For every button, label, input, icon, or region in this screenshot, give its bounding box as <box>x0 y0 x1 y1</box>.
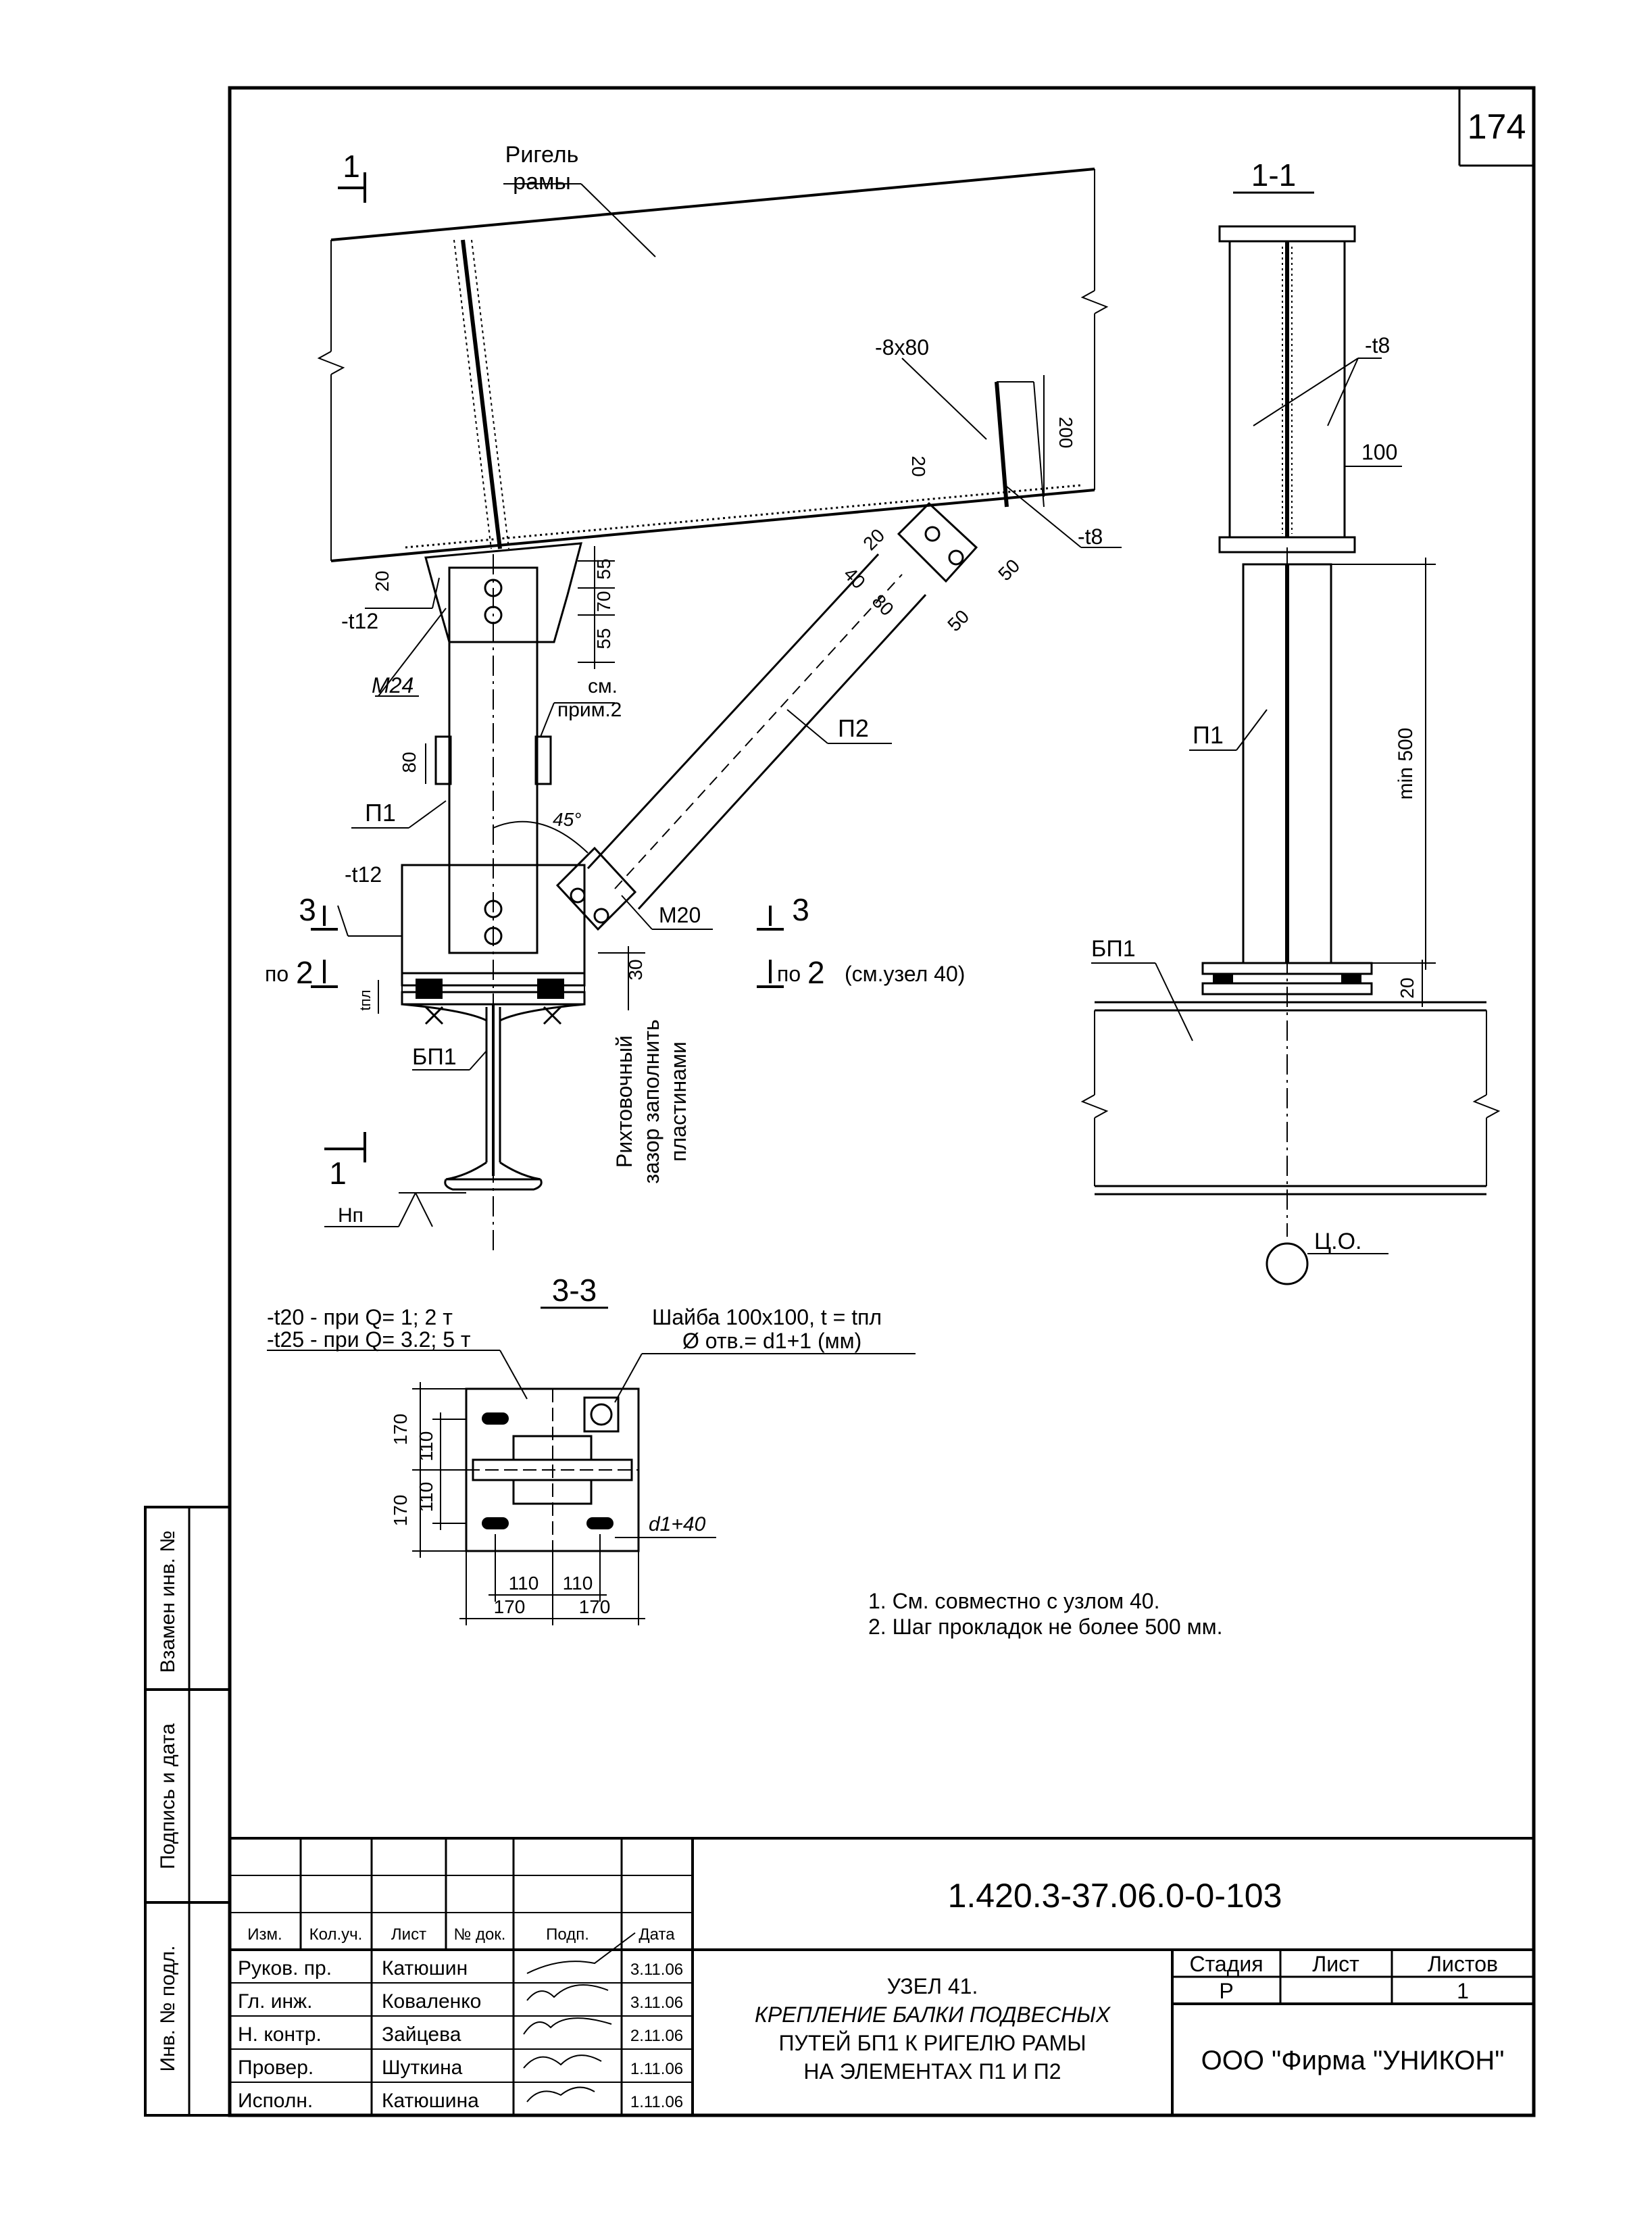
rikht-2: зазор заполнить <box>639 1019 664 1184</box>
dim-m24: M24 <box>372 673 414 697</box>
dim-50b: 50 <box>943 606 974 636</box>
row-name: Шуткина <box>382 2057 463 2079</box>
note-prim: прим.2 <box>557 699 622 721</box>
sheet-label: Лист <box>1312 1952 1359 1976</box>
dim-tpl: tпл <box>357 989 374 1011</box>
header-izm: Изм. <box>247 1925 282 1944</box>
dim-50a: 50 <box>994 555 1024 585</box>
podpis-label: Подпись и дата <box>157 1723 179 1869</box>
po2-right: по <box>777 962 801 986</box>
label-p1-section: П1 <box>1193 721 1224 749</box>
dim-30: 30 <box>625 959 646 981</box>
row-name: Катюшина <box>382 2090 479 2112</box>
stage-label: Стадия <box>1189 1952 1263 1976</box>
header-podp: Подп. <box>546 1925 589 1944</box>
row-role: Провер. <box>238 2057 314 2079</box>
dim-170b: 170 <box>390 1494 411 1527</box>
label-p2: П2 <box>838 714 869 742</box>
dim-170a: 170 <box>390 1413 411 1446</box>
dim-110d: 110 <box>562 1573 593 1594</box>
row-role: Руков. пр. <box>238 1957 332 1979</box>
dim-t12a: -t12 <box>341 609 379 633</box>
row-date: 1.11.06 <box>630 2060 684 2078</box>
header-data: Дата <box>639 1925 675 1944</box>
rikht-1: Рихтовочный <box>612 1035 636 1168</box>
header-list: Лист <box>391 1925 427 1944</box>
dim-20b: 20 <box>908 456 929 477</box>
sheet-frame <box>230 88 1534 2115</box>
dim-20c: 20 <box>859 524 889 555</box>
dim-110c: 110 <box>508 1573 539 1594</box>
section-1-1-title: 1-1 <box>1251 157 1297 193</box>
section3-left: 3 <box>299 892 316 927</box>
row-role: Н. контр. <box>238 2023 322 2046</box>
label-p1-main: П1 <box>365 799 396 827</box>
row-date: 1.11.06 <box>630 2093 684 2111</box>
row-name: Коваленко <box>382 1990 482 2013</box>
section-3-3-title: 3-3 <box>551 1273 597 1308</box>
dim-d1: d1+40 <box>649 1513 706 1535</box>
section-1-1 <box>1082 193 1499 1284</box>
title-line-2: КРЕПЛЕНИЕ БАЛКИ ПОДВЕСНЫХ <box>754 2002 1111 2027</box>
dim-20-section: 20 <box>1397 977 1418 999</box>
title-line-3: ПУТЕЙ БП1 К РИГЕЛЮ РАМЫ <box>778 2031 1086 2055</box>
label-bp1-main: БП1 <box>412 1044 457 1070</box>
inv-label: Инв. № подл. <box>157 1945 179 2072</box>
header-ndok: № док. <box>453 1925 506 1944</box>
angle-45: 45° <box>553 809 582 830</box>
section-mark-bottom: 1 <box>329 1156 347 1191</box>
row-date: 2.11.06 <box>630 2027 684 2045</box>
row-role: Исполн. <box>238 2090 314 2112</box>
rikht-3: пластинами <box>666 1041 691 1162</box>
dim-100: 100 <box>1361 440 1398 464</box>
row-date: 3.11.06 <box>630 1961 684 1979</box>
label-bp1-section: БП1 <box>1091 936 1136 962</box>
rigel-label-1: Ригель <box>505 142 579 168</box>
sheet-number: 174 <box>1467 107 1526 147</box>
title-line-4: НА ЭЛЕМЕНТАХ П1 И П2 <box>803 2059 1061 2084</box>
po2-left: по <box>265 962 289 986</box>
label-co: Ц.О. <box>1314 1229 1362 1254</box>
see-node40: (см.узел 40) <box>845 962 966 986</box>
stage-value: Р <box>1219 1979 1234 2003</box>
company-name: ООО "Фирма "УНИКОН" <box>1201 2046 1505 2075</box>
note-2: 2. Шаг прокладок не более 500 мм. <box>868 1615 1223 1639</box>
rigel-label-2: рамы <box>513 169 571 195</box>
dim-55a: 55 <box>593 558 614 580</box>
note-t25: -t25 - при Q= 3.2; 5 т <box>267 1327 471 1352</box>
row-date: 3.11.06 <box>630 1994 684 2012</box>
main-view <box>311 169 1122 1250</box>
washer-2: Ø отв.= d1+1 (мм) <box>682 1329 862 1353</box>
dim-80: 80 <box>399 752 420 773</box>
dim-70: 70 <box>593 591 614 612</box>
dim-20a: 20 <box>372 570 393 592</box>
po2-right-num: 2 <box>807 955 825 990</box>
note-see: см. <box>588 675 618 697</box>
row-name: Зайцева <box>382 2023 461 2046</box>
dim-8x80: -8x80 <box>875 335 930 360</box>
dim-200: 200 <box>1055 416 1076 449</box>
sheets-label: Листов <box>1428 1952 1498 1976</box>
dim-t8-section: -t8 <box>1365 333 1391 358</box>
dim-80b: 80 <box>868 590 898 620</box>
dim-min500: min 500 <box>1395 727 1417 800</box>
row-name: Катюшин <box>382 1957 468 1979</box>
dim-110b: 110 <box>416 1481 436 1512</box>
doc-code: 1.420.3-37.06.0-0-103 <box>947 1877 1282 1915</box>
label-hp: Нп <box>338 1204 364 1227</box>
dim-t12b: -t12 <box>345 862 382 887</box>
row-role: Гл. инж. <box>238 1990 313 2013</box>
po2-left-num: 2 <box>296 955 314 990</box>
note-t20: -t20 - при Q= 1; 2 т <box>267 1305 453 1329</box>
dim-170d: 170 <box>578 1596 611 1617</box>
dim-170c: 170 <box>493 1596 526 1617</box>
section-mark-top: 1 <box>343 149 360 184</box>
note-1: 1. См. совместно с узлом 40. <box>868 1589 1160 1613</box>
sheets-value: 1 <box>1457 1979 1469 2003</box>
section3-right: 3 <box>792 892 809 927</box>
washer-1: Шайба 100x100, t = tпл <box>652 1305 882 1329</box>
header-koluch: Кол.уч. <box>309 1925 363 1944</box>
vzamen-label: Взамен инв. № <box>157 1530 179 1673</box>
dim-t8-main: -t8 <box>1078 524 1103 549</box>
dim-110a: 110 <box>416 1431 436 1462</box>
dim-55b: 55 <box>593 628 614 649</box>
title-line-1: УЗЕЛ 41. <box>886 1974 978 1998</box>
dim-m20: M20 <box>659 903 701 927</box>
dim-40: 40 <box>839 563 870 593</box>
